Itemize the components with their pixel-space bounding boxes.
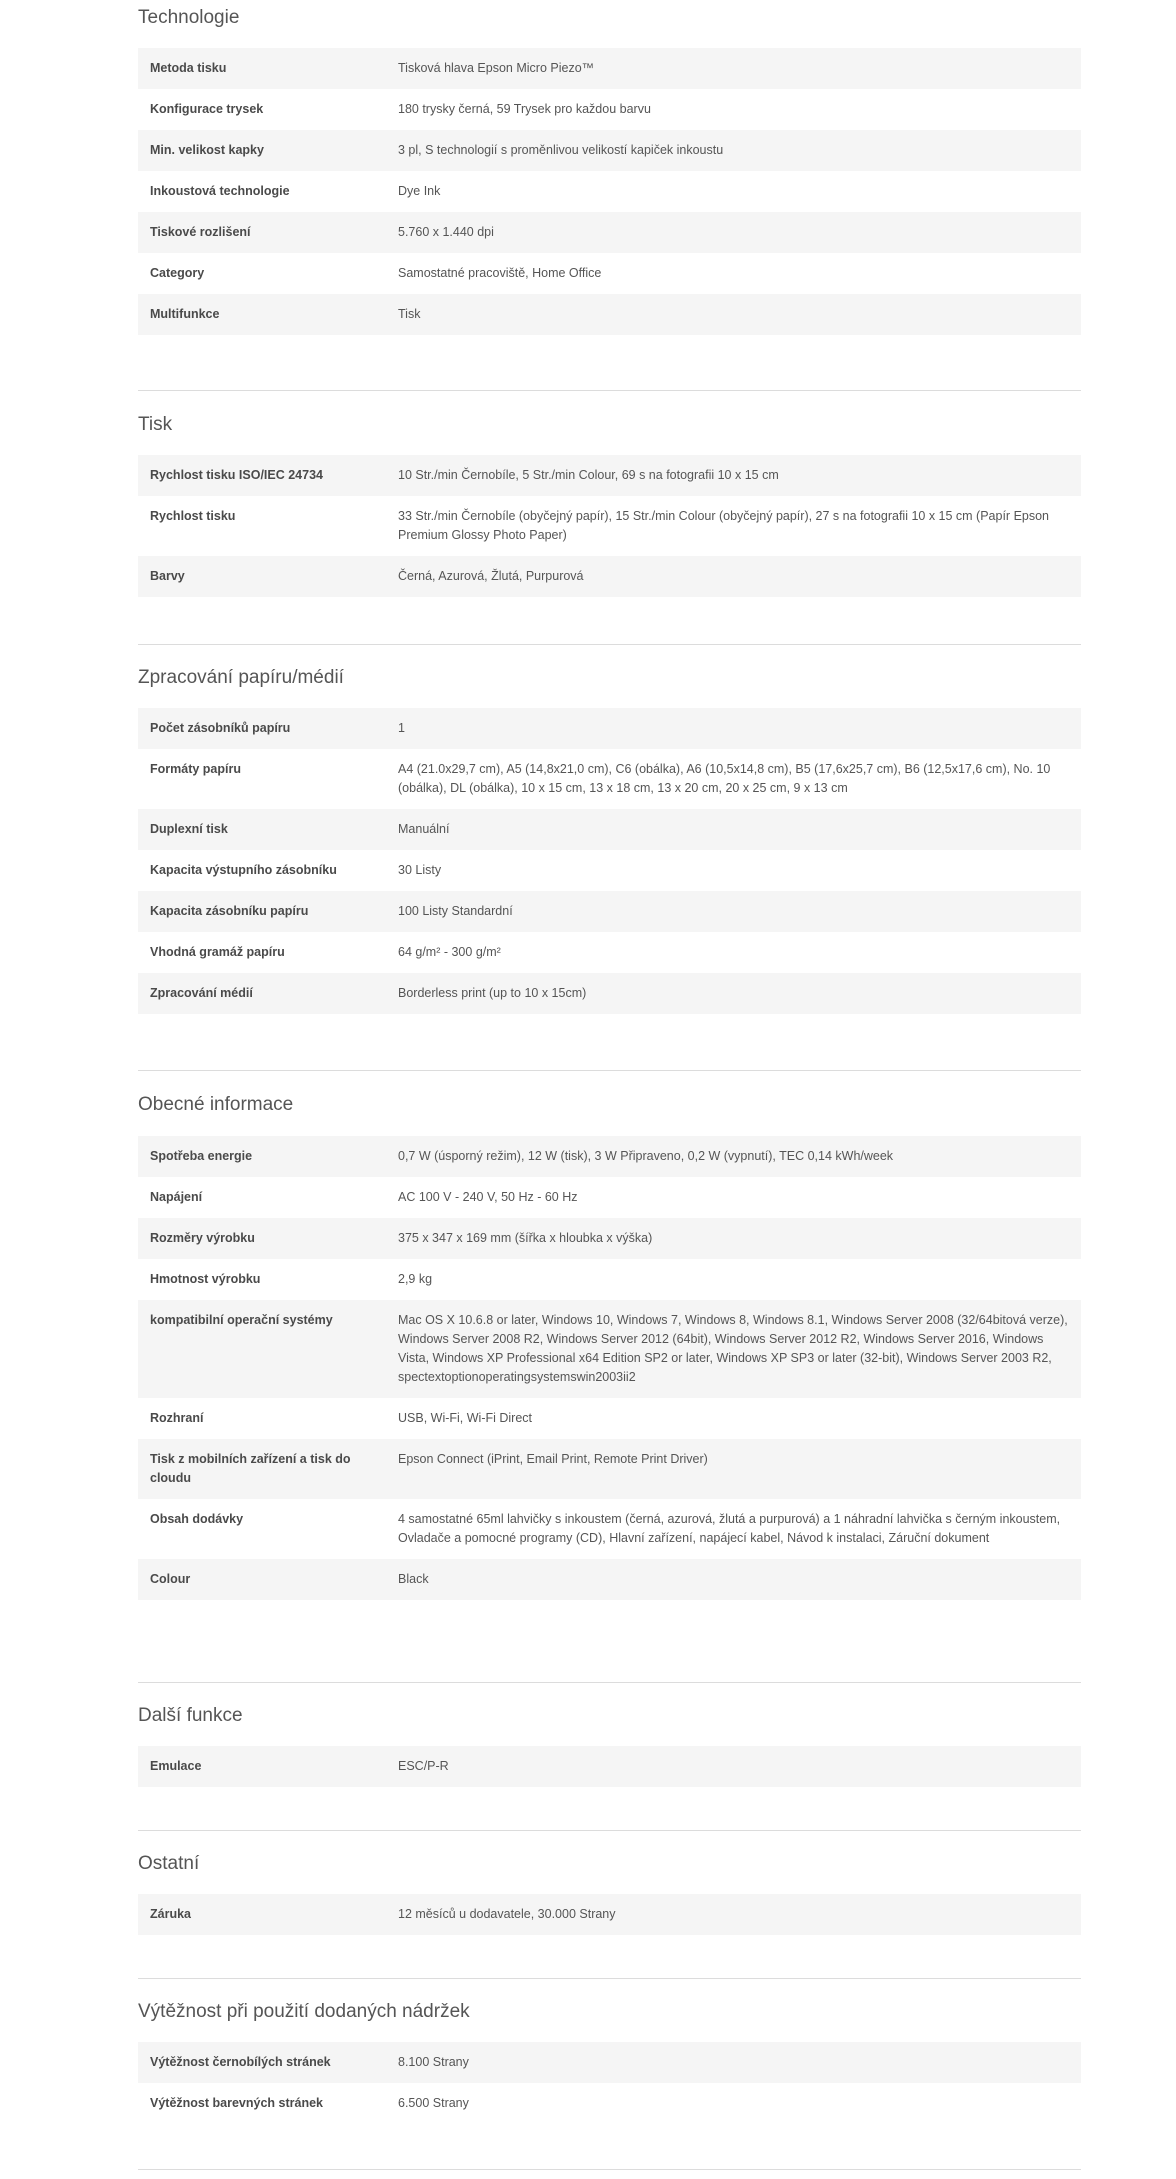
spec-label: Category	[150, 266, 205, 280]
spec-label: Rozměry výrobku	[150, 1231, 255, 1245]
section-divider	[138, 1978, 1081, 1979]
spec-value: 33 Str./min Černobíle (obyčejný papír), 15 Str./min Colour (obyčejný papír), 27 s na fotografii 10 x 15 cm (Papír Epson Premium Glossy Photo Paper)	[398, 509, 1050, 542]
spec-row	[138, 1499, 1081, 1559]
spec-value: 375 x 347 x 169 mm (šířka x hloubka x výška)	[398, 1231, 653, 1245]
spec-row	[138, 1300, 1081, 1398]
spec-label: Duplexní tisk	[150, 822, 228, 836]
spec-row	[138, 253, 1081, 294]
spec-value: A4 (21.0x29,7 cm), A5 (14,8x21,0 cm), C6 (obálka), A6 (10,5x14,8 cm), B5 (17,6x25,7 cm), B6 (12,5x17,6 cm), No. 10 (obálka), DL (obálka), 10 x 15 cm, 13 x 18 cm, 13 x 20 cm, 20 x 25 cm, 9 x 13 cm	[398, 762, 1051, 795]
section-divider	[138, 1070, 1081, 1071]
spec-label: Multifunkce	[150, 307, 220, 321]
spec-label: Zpracování médií	[150, 986, 253, 1000]
section-divider	[138, 1682, 1081, 1683]
spec-value: Černá, Azurová, Žlutá, Purpurová	[398, 569, 584, 583]
spec-row	[138, 2083, 1081, 2124]
spec-value: Manuální	[398, 822, 450, 836]
spec-value: Black	[398, 1572, 429, 1586]
spec-row	[138, 708, 1081, 749]
section-title-dalsi-funkce: Další funkce	[138, 1705, 243, 1726]
section-divider	[138, 390, 1081, 391]
spec-value: ESC/P-R	[398, 1759, 449, 1773]
spec-value: Mac OS X 10.6.8 or later, Windows 10, Windows 7, Windows 8, Windows 8.1, Windows Server 2008 (32/64bitová verze), Windows Server 2008 R2, Windows Server 2012 (64bit), Windows Server 2012 R2, Windows Server 2016, Windows Vista, Windows XP Professional x64 Edition SP2 or later, Windows XP SP3 or later (32-bit), Windows Server 2003 R2, spectextoptionoperatingsystemswin2003ii2	[398, 1313, 1068, 1384]
spec-row	[138, 48, 1081, 89]
spec-value: 12 měsíců u dodavatele, 30.000 Strany	[398, 1907, 616, 1921]
section-title-zpracovani-papiru-medii: Zpracování papíru/médií	[138, 667, 344, 688]
spec-value: 5.760 x 1.440 dpi	[398, 225, 494, 239]
spec-label: Emulace	[150, 1759, 202, 1773]
spec-value: 100 Listy Standardní	[398, 904, 513, 918]
spec-label: Konfigurace trysek	[150, 102, 264, 116]
spec-value: 1	[398, 721, 405, 735]
spec-row	[138, 932, 1081, 973]
spec-table-tisk	[138, 455, 1081, 597]
spec-row	[138, 1259, 1081, 1300]
spec-table-ostatni	[138, 1894, 1081, 1935]
spec-value: 30 Listy	[398, 863, 442, 877]
spec-row	[138, 212, 1081, 253]
section-title-vyteznost-pri-pouziti-dodanych-nadrzek: Výtěžnost při použití dodaných nádržek	[138, 2001, 470, 2022]
spec-value: 3 pl, S technologií s proměnlivou velikostí kapiček inkoustu	[398, 143, 724, 157]
section-divider	[138, 644, 1081, 645]
spec-row	[138, 89, 1081, 130]
spec-row	[138, 171, 1081, 212]
spec-label: Barvy	[150, 569, 185, 583]
spec-label: Záruka	[150, 1907, 191, 1921]
spec-label: Inkoustová technologie	[150, 184, 290, 198]
spec-row	[138, 1746, 1081, 1787]
spec-label: Rozhraní	[150, 1411, 204, 1425]
section-title-tisk: Tisk	[138, 414, 173, 435]
spec-row	[138, 1398, 1081, 1439]
spec-table-dalsi-funkce	[138, 1746, 1081, 1787]
spec-row	[138, 455, 1081, 496]
spec-label: Formáty papíru	[150, 762, 241, 776]
spec-value: Epson Connect (iPrint, Email Print, Remote Print Driver)	[398, 1452, 708, 1466]
spec-label: Počet zásobníků papíru	[150, 721, 291, 735]
spec-label: Hmotnost výrobku	[150, 1272, 261, 1286]
spec-value: 0,7 W (úsporný režim), 12 W (tisk), 3 W Připraveno, 0,2 W (vypnutí), TEC 0,14 kWh/week	[398, 1149, 894, 1163]
spec-table-obecne-informace	[138, 1136, 1081, 1600]
spec-label: Metoda tisku	[150, 61, 227, 75]
spec-label: Rychlost tisku	[150, 509, 236, 523]
spec-value: AC 100 V - 240 V, 50 Hz - 60 Hz	[398, 1190, 578, 1204]
spec-label: Vhodná gramáž papíru	[150, 945, 285, 959]
spec-row	[138, 891, 1081, 932]
spec-label: Kapacita výstupního zásobníku	[150, 863, 337, 877]
spec-value: 8.100 Strany	[398, 2055, 469, 2069]
section-title-ostatni: Ostatní	[138, 1853, 200, 1874]
spec-value: 2,9 kg	[398, 1272, 433, 1286]
spec-row	[138, 2042, 1081, 2083]
spec-row	[138, 850, 1081, 891]
section-title-technologie: Technologie	[138, 7, 240, 28]
spec-value: Borderless print (up to 10 x 15cm)	[398, 986, 587, 1000]
spec-label: Min. velikost kapky	[150, 143, 264, 157]
spec-row	[138, 809, 1081, 850]
spec-label: Spotřeba energie	[150, 1149, 253, 1163]
spec-value: 180 trysky černá, 59 Trysek pro každou barvu	[398, 102, 651, 116]
spec-value: Tisk	[398, 307, 421, 321]
spec-row	[138, 1218, 1081, 1259]
spec-label: kompatibilní operační systémy	[150, 1313, 333, 1327]
spec-label: Kapacita zásobníku papíru	[150, 904, 309, 918]
spec-label: Obsah dodávky	[150, 1512, 244, 1526]
spec-label: Napájení	[150, 1190, 203, 1204]
section-title-obecne-informace: Obecné informace	[138, 1094, 294, 1115]
spec-row	[138, 130, 1081, 171]
spec-label: Výtěžnost barevných stránek	[150, 2096, 323, 2110]
spec-row	[138, 556, 1081, 597]
spec-row	[138, 294, 1081, 335]
spec-value: 64 g/m² - 300 g/m²	[398, 945, 501, 959]
spec-row	[138, 973, 1081, 1014]
spec-row	[138, 1559, 1081, 1600]
section-divider	[138, 2169, 1081, 2170]
spec-label: Rychlost tisku ISO/IEC 24734	[150, 468, 323, 482]
spec-row	[138, 496, 1081, 556]
section-divider	[138, 1830, 1081, 1831]
spec-value: 10 Str./min Černobíle, 5 Str./min Colour, 69 s na fotografii 10 x 15 cm	[398, 468, 779, 482]
spec-label: Tiskové rozlišení	[150, 225, 251, 239]
spec-row	[138, 1894, 1081, 1935]
spec-label: Colour	[150, 1572, 191, 1586]
spec-value: 6.500 Strany	[398, 2096, 469, 2110]
spec-label: Výtěžnost černobílých stránek	[150, 2055, 331, 2069]
spec-table-zpracovani-papiru-medii	[138, 708, 1081, 1014]
spec-row	[138, 749, 1081, 809]
spec-row	[138, 1177, 1081, 1218]
spec-value: USB, Wi-Fi, Wi-Fi Direct	[398, 1411, 533, 1425]
spec-value: Tisková hlava Epson Micro Piezo™	[398, 61, 595, 75]
spec-value: Dye Ink	[398, 184, 441, 198]
spec-row	[138, 1136, 1081, 1177]
spec-label: Tisk z mobilních zařízení a tisk do cloudu	[150, 1452, 351, 1485]
spec-table-vyteznost-pri-pouziti-dodanych-nadrzek	[138, 2042, 1081, 2124]
spec-value: Samostatné pracoviště, Home Office	[398, 266, 602, 280]
spec-value: 4 samostatné 65ml lahvičky s inkoustem (černá, azurová, žlutá a purpurová) a 1 náhradní lahvička s černým inkoustem, Ovladače a pomocné programy (CD), Hlavní zařízení, napájecí kabel, Návod k instalaci, Záruční dokument	[398, 1512, 1061, 1545]
spec-row	[138, 1439, 1081, 1499]
spec-table-technologie	[138, 48, 1081, 335]
